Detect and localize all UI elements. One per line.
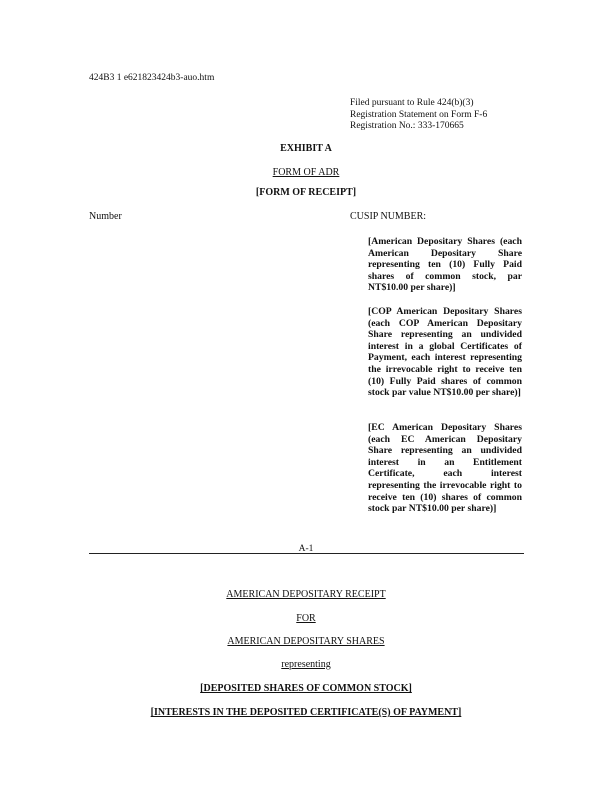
filing-line: Filed pursuant to Rule 424(b)(3) [350, 98, 474, 108]
form-of-adr-heading: FORM OF ADR [272, 167, 340, 178]
shares-line: AMERICAN DEPOSITARY SHARES [227, 636, 385, 647]
deposited-shares-line: [DEPOSITED SHARES OF COMMON STOCK] [200, 683, 412, 694]
page-divider [89, 553, 524, 554]
filing-info [350, 98, 487, 133]
filing-line: Registration No.: 333-170665 [350, 121, 464, 131]
receipt-title: AMERICAN DEPOSITARY RECEIPT [226, 589, 386, 600]
interests-line: [INTERESTS IN THE DEPOSITED CERTIFICATE(S) OF PAYMENT] [150, 707, 462, 718]
cop-ads-description-paragraph: [COP American Depositary Shares (each COP American Depositary Share representing an undivided interest in a global Certificates of Payment, each interest representing the irrevocable right to receive ten (10) Fully Paid shares of common stock par value NT$10.00 per share)] [368, 306, 522, 399]
file-name: 424B3 1 e621823424b3-auo.htm [89, 73, 215, 83]
filing-line: Registration Statement on Form F-6 [350, 109, 488, 120]
exhibit-heading: EXHIBIT A [280, 143, 332, 154]
page-number: A-1 [298, 544, 314, 554]
ec-ads-description-paragraph: [EC American Depositary Shares (each EC American Depositary Share representing an undivided interest in an Entitlement Certificate, each interest representing the irrevocable right to receive ten (10) shares of common stock par NT$10.00 per share)] [368, 422, 522, 515]
cusip-label: CUSIP NUMBER: [350, 211, 427, 222]
representing-line: representing [281, 659, 331, 670]
ads-description-paragraph: [American Depositary Shares (each American Depositary Share representing ten (10) Fully Paid shares of common stock, par NT$10.00 per share)] [368, 236, 522, 294]
form-of-receipt-heading: [FORM OF RECEIPT] [255, 187, 357, 198]
number-label: Number [89, 211, 122, 222]
for-line: FOR [296, 613, 316, 624]
